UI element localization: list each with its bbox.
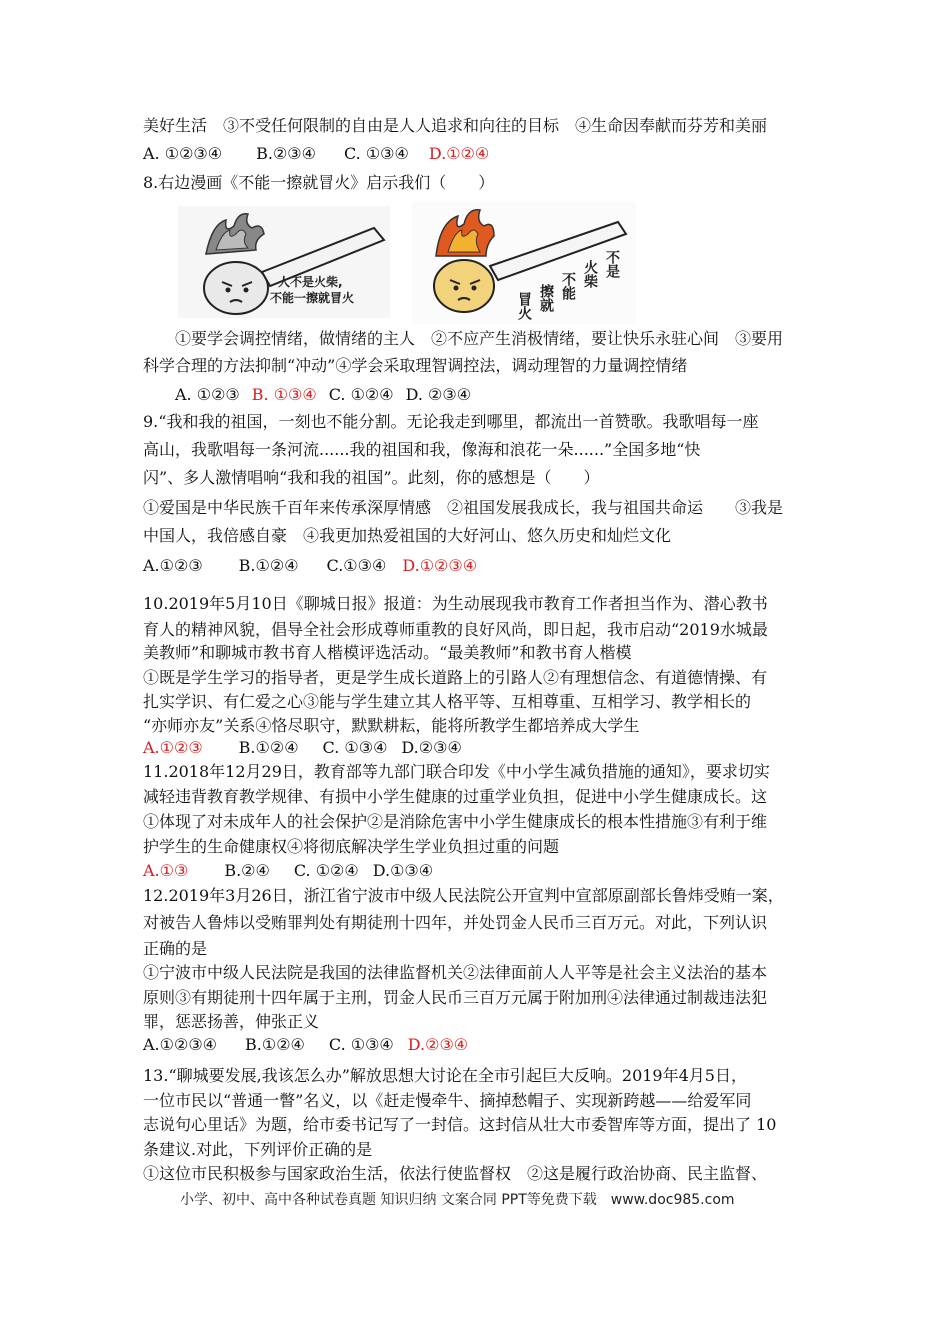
option-b-correct: B. ①③④ [251,385,317,404]
q13-stem-line4: 条建议.对此，下列评价正确的是 [143,1140,373,1159]
q9-statement-line2: 中国人，我倍感自豪 ④我更加热爱祖国的大好河山、悠久历史和灿烂文化 [143,526,672,545]
q12-stem-line1: 12.2019年3月26日，浙江省宁波市中级人民法院公开宣判中宣部原副部长鲁炜受贿一案， [143,886,784,905]
option-d: D. ②③④ [405,385,472,404]
option-a: A.①②③ [143,556,203,575]
option-c: C. ①③④ [343,144,409,163]
q10-answer-options [143,735,462,761]
q12-statement-line2: 原则③有期徒刑十四年属于主刑，罚金人民币三百万元属于附加刑④法律通过制裁违法犯 [143,988,768,1007]
q12-answer-options [143,1032,468,1058]
q11-statement-line1: ①体现了对未成年人的社会保护②是消除危害中小学生健康成长的根本性措施③有利于维 [143,812,768,831]
left-caption-line1: 人不是火柴, [278,275,343,289]
cartoon-left [178,206,390,318]
cartoon-right [412,202,636,324]
left-caption-line2: 不能一擦就冒火 [270,291,355,305]
option-c: C. ①③④ [328,1035,394,1054]
right-caption-col2: 火柴 [582,260,598,288]
q8-stem: 8.右边漫画《不能一擦就冒火》启示我们（ ） [143,173,495,192]
option-d: D.②③④ [401,738,462,757]
option-a: A.①②③④ [143,1035,218,1054]
option-c: C. ①②④ [293,861,359,880]
option-c: C. ①③④ [322,738,388,757]
option-a-correct: A.①②③ [143,738,203,757]
q9-statement-line1: ①爱国是中华民族千百年来传承深厚情感 ②祖国发展我成长，我与祖国共命运 ③我是 [143,498,784,517]
q13-stem-line3: 志说句心里话》为题，给市委书记写了一封信。这封信从壮大市委智库等方面，提出了 10 [143,1115,777,1134]
option-b: B.①②④ [238,556,299,575]
option-b: B.①②④ [245,1035,305,1054]
option-d-correct: D.①②③④ [402,556,478,575]
option-d-correct: D.②③④ [407,1035,469,1054]
option-c: C.①③④ [326,556,387,575]
q10-stem-line2: 育人的精神风貌，倡导全社会形成尊师重教的良好风尚，即日起，我市启动“2019水城最 [143,620,768,639]
q10-statement-line3: “亦师亦友”关系④恪尽职守，默默耕耘，能将所教学生都培养成大学生 [143,716,640,735]
q11-stem-line1: 11.2018年12月29日，教育部等九部门联合印发《中小学生减负措施的通知》，要求切实 [143,762,770,781]
q9-stem-line2: 高山，我歌唱每一条河流......我的祖国和我，像海和浪花一朵......”全国多地“快 [143,440,701,459]
q8-answer-options [175,382,471,408]
right-caption-col1: 不是 [604,250,620,278]
q7-answer-options [143,141,489,167]
option-b: B.②③④ [256,144,316,163]
q12-statement-line3: 罪，惩恶扬善，伸张正义 [143,1012,320,1031]
right-caption-col4: 擦就 [538,284,554,312]
option-d-correct: D.①②④ [428,144,490,163]
q8-statement-line1: ①要学会调控情绪，做情绪的主人 ②不应产生消极情绪，要让快乐永驻心间 ③要用 [143,329,784,348]
q13-statement-line1: ①这位市民积极参与国家政治生活，依法行使监督权 ②这是履行政治协商、民主监督、 [143,1164,768,1183]
q11-answer-options [143,858,433,884]
q12-stem-line3: 正确的是 [143,939,208,958]
option-a: A. ①②③ [175,385,240,404]
option-b: B.②④ [224,861,270,880]
q10-stem-line3: 美教师”和聊城市教书育人楷模评选活动。“最美教师”和教书育人楷模 [143,643,632,662]
right-caption-col3: 不能 [560,272,576,300]
right-caption-col5: 冒火 [516,292,532,320]
q11-statement-line2: 护学生的生命健康权④将彻底解决学生学业负担过重的问题 [143,837,560,856]
q12-statement-line1: ①宁波市中级人民法院是我国的法律监督机关②法律面前人人平等是社会主义法治的基本 [143,963,768,982]
option-b: B.①②④ [238,738,299,757]
page-footer: 小学、初中、高中各种试卷真题 知识归纳 文案合同 PPT等免费下载 www.doc985.com [180,1192,735,1208]
option-a-correct: A.①③ [143,861,189,880]
q13-stem-line2: 一位市民以“普通一瞥”名义，以《赶走慢牵牛、摘掉愁帽子、实现新跨越——给爱军同 [143,1091,752,1110]
q10-stem-line1: 10.2019年5月10日《聊城日报》报道：为生动展现我市教育工作者担当作为、潜心教书 [143,594,768,613]
q9-stem-line3: 闪”、多人激情唱响“我和我的祖国”。此刻，你的感想是（ ） [143,468,600,487]
q10-statement-line1: ①既是学生学习的指导者，更是学生成长道路上的引路人②有理想信念、有道德情操、有 [143,668,768,687]
q12-stem-line2: 对被告人鲁炜以受贿罪判处有期徒刑十四年，并处罚金人民币三百万元。对此，下列认识 [143,913,768,932]
q11-stem-line2: 减轻违背教育教学规律、有损中小学生健康的过重学业负担，促进中小学生健康成长。这 [143,787,768,806]
option-a: A. ①②③④ [143,144,223,163]
option-c: C. ①②④ [328,385,394,404]
q9-stem-line1: 9.“我和我的祖国，一刻也不能分割。无论我走到哪里，都流出一首赞歌。我歌唱每一座 [143,412,759,431]
q13-stem-line1: 13.“聊城要发展,我该怎么办”解放思想大讨论在全市引起巨大反响。2019年4月5日， [143,1066,747,1085]
option-d: D.①③④ [372,861,434,880]
q10-statement-line2: 扎实学识、有仁爱之心③能与学生建立其人格平等、互相尊重、互相学习、教学相长的 [143,692,752,711]
q7-options-tail: 美好生活 ③不受任何限制的自由是人人追求和向往的目标 ④生命因奉献而芬芳和美丽 [143,116,768,135]
q9-answer-options [143,553,477,579]
q8-statement-line2: 科学合理的方法抑制“冲动”④学会采取理智调控法，调动理智的力量调控情绪 [143,356,688,375]
